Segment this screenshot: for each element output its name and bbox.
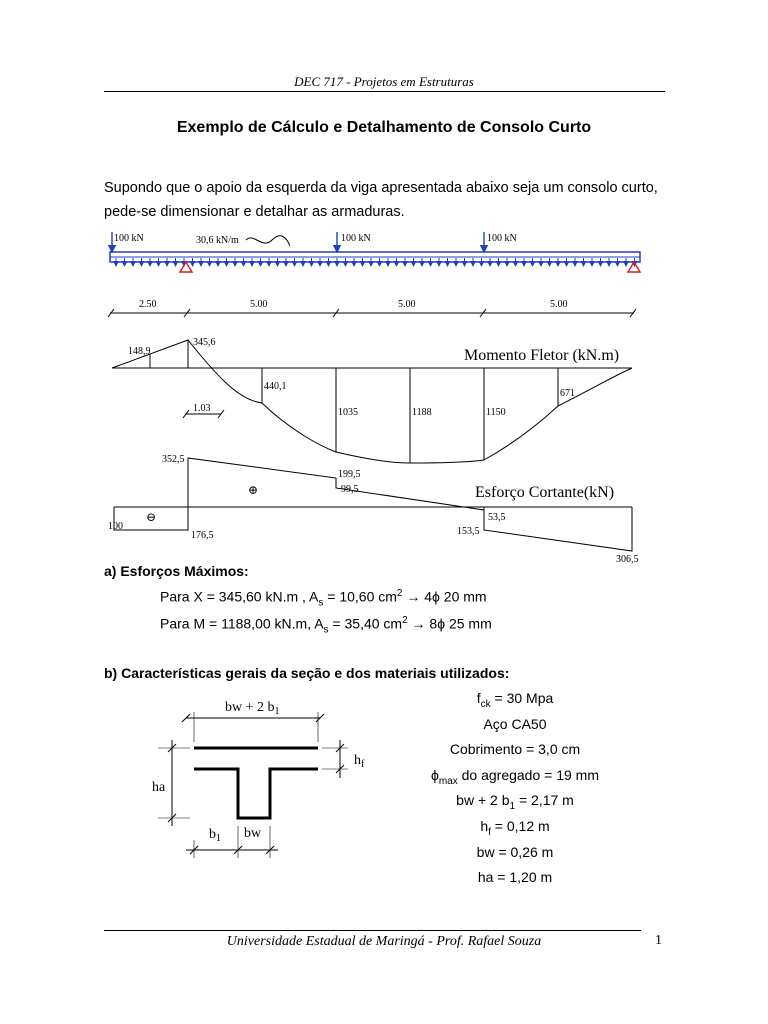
- beam: [110, 232, 640, 272]
- section-dim-hf: $h_f$: [354, 753, 365, 770]
- moment-value: 345,6: [193, 337, 216, 348]
- footer-rule: [104, 930, 641, 931]
- point-load-label: 100 kN: [114, 233, 144, 244]
- shear-value: 176,5: [191, 530, 214, 541]
- moment-value: 1150: [486, 407, 506, 418]
- footer-text: Universidade Estadual de Maringá - Prof. Rafael Souza: [226, 934, 542, 949]
- material-property: bw + 2 $b_1 = 2,17$ m: [456, 792, 574, 813]
- max-moment-x-line: Para X = 345,60 kN.m , $A_s = 10,60$ $cm^2 \to 4\phi$ 20 mm: [160, 588, 487, 609]
- distributed-load-label: 30,6 kN/m: [196, 235, 239, 246]
- moment-value: 1035: [338, 407, 358, 418]
- support-left: [180, 262, 192, 272]
- section-a-title: a) Esforços Máximos:: [104, 563, 249, 579]
- moment-dimension: 1.03: [193, 403, 211, 414]
- material-property: Cobrimento = 3,0 cm: [449, 741, 581, 758]
- running-header: DEC 717 - Projetos em Estruturas: [294, 74, 474, 89]
- material-property: Aço CA50: [483, 715, 547, 732]
- moment-title: Momento Fletor (kN.m): [464, 347, 620, 364]
- section-dim-ha: ha: [152, 780, 166, 795]
- moment-value: 440,1: [264, 381, 287, 392]
- moment-value: 148,9: [128, 346, 151, 357]
- span-dimensions: [108, 309, 636, 317]
- moment-value: 671: [560, 388, 575, 399]
- shear-value: 199,5: [338, 469, 361, 480]
- shear-title: Esforço Cortante(kN): [475, 484, 615, 501]
- page-number: 1: [655, 933, 662, 948]
- material-property: $f_{ck} = 30$ Mpa: [476, 690, 554, 710]
- point-load-label: 100 kN: [487, 233, 517, 244]
- shear-value: 99,5: [341, 484, 359, 495]
- span-label: 2.50: [139, 299, 157, 310]
- section-dim-b1: $b_1$: [209, 827, 221, 844]
- max-moment-m-line: Para M = 1188,00 kN.m, $A_s = 35,40$ $cm^2 \to 8\phi$ 25 mm: [160, 615, 492, 636]
- shear-value: 100: [108, 521, 123, 532]
- material-property: ha = 1,20 m: [477, 869, 553, 886]
- span-label: 5.00: [398, 299, 416, 310]
- span-label: 5.00: [550, 299, 568, 310]
- material-property: $\phi_{max}$ do agregado = 19 mm: [430, 766, 599, 787]
- page-title: Exemplo de Cálculo e Detalhamento de Consolo Curto: [176, 119, 592, 136]
- point-load-label: 100 kN: [341, 233, 371, 244]
- span-label: 5.00: [250, 299, 268, 310]
- section-dim-bw: bw: [244, 826, 262, 841]
- section-dim-top: bw + 2 $b_1$: [225, 700, 280, 717]
- section-b-title: b) Características gerais da seção e dos materiais utilizados:: [104, 665, 510, 681]
- shear-value: 352,5: [162, 454, 185, 465]
- material-property: $h_f = 0,12$ m: [480, 818, 550, 838]
- shear-value: 306,5: [616, 554, 639, 565]
- shear-value: 153,5: [457, 526, 480, 537]
- shear-value: 53,5: [488, 512, 506, 523]
- moment-value: 1188: [412, 407, 432, 418]
- negative-sign-icon: ⊖: [146, 510, 157, 524]
- positive-sign-icon: ⊕: [248, 483, 259, 497]
- intro-paragraph: Supondo que o apoio da esquerda da viga apresentada abaixo seja um consolo curto, pede-se dimensionar e detalhar as armaduras.: [104, 180, 658, 220]
- material-property: bw = 0,26 m: [476, 843, 554, 860]
